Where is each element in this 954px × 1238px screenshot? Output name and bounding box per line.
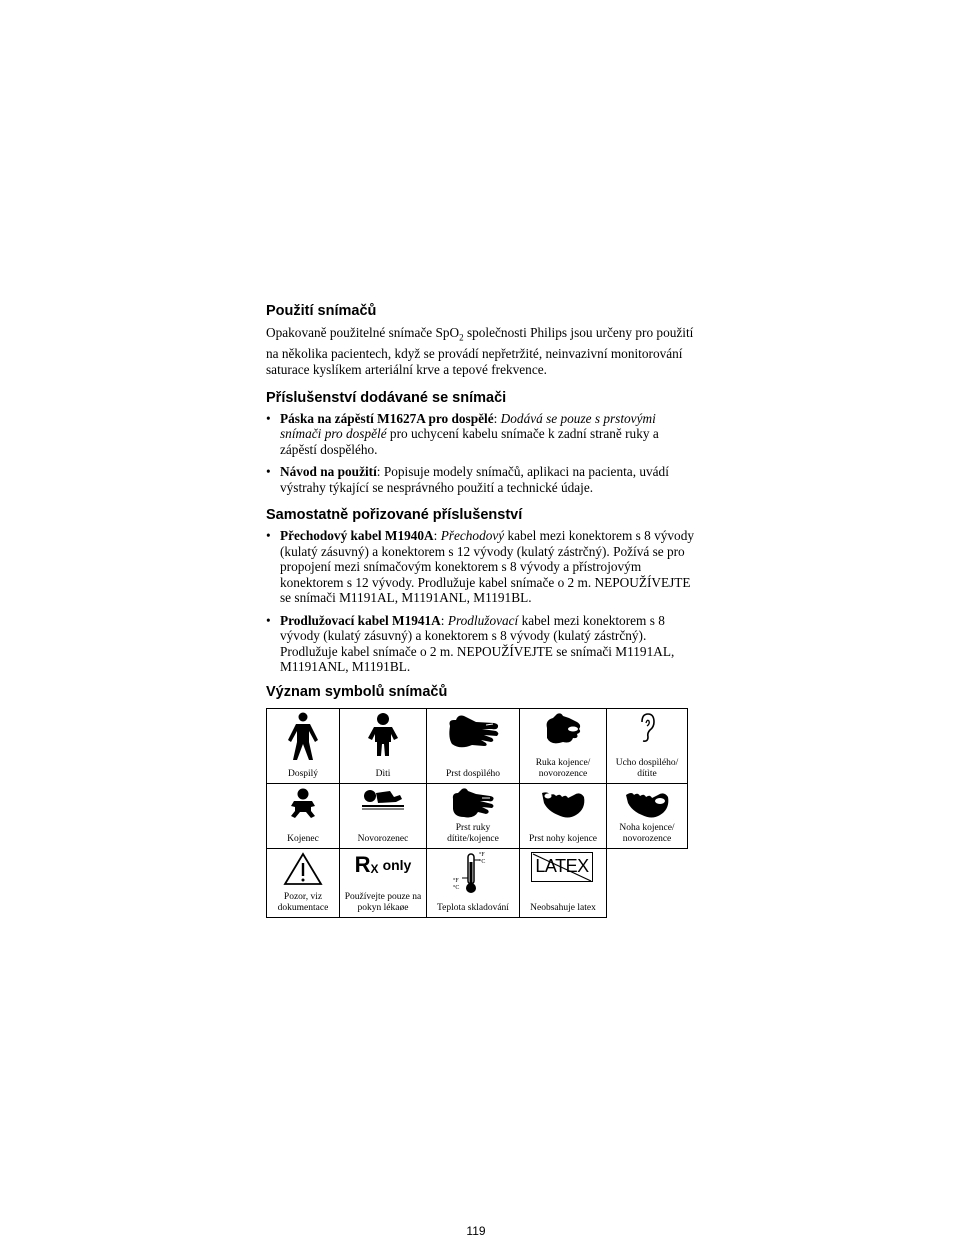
adult-hand-icon	[446, 712, 500, 752]
section-title-optional-accessories: Samostatně pořizované příslušenství	[266, 507, 523, 524]
section-title-included-accessories: Příslušenství dodávané se snímači	[266, 389, 507, 406]
symbol-cell-infant-toe: Prst nohy kojence	[520, 783, 607, 848]
symbol-cell-infant: Kojenec	[267, 783, 340, 848]
infant-icon	[289, 787, 317, 819]
manual-page	[266, 302, 696, 1238]
neonate-icon	[360, 787, 406, 811]
symbol-cell-infant-hand: Ruka kojence/ novorozence	[520, 708, 607, 783]
list-item: • Přechodový kabel M1940A: Přechodový kabel mezi konektorem s 8 vývody (kulatý zásuvný) a konektorem s 12 vývody (kulatý zástrčný). Požívá se pro propojení mezi snímačovým konektorem s 8 vývody a přístrojovým konektorem s 12 vývody. Prodlužuje kabel snímače o 2 m. NEPOUŽÍVEJTE se snímači M1191AL, M1191ANL, M1191BL.	[266, 528, 694, 606]
symbol-cell-caution: Pozor, viz dokumentace	[267, 848, 340, 917]
symbol-cell-rx: R X only Používejte pouze na pokyn lékaøe	[340, 848, 427, 917]
child-hand-icon	[450, 787, 496, 821]
optional-accessories-list	[266, 528, 696, 675]
no-latex-icon: LATEX	[531, 852, 595, 884]
adult-figure-icon	[285, 712, 321, 762]
thermometer-icon: °F °C °F °C	[453, 851, 486, 891]
sensor-use-paragraph: Opakovaně použitelné snímače SpO$_2$ společnosti Philips jsou určeny pro použití na několika pacientech, když se provádí nepřetržité, neinvazivní monitorování saturace kyslíkem arteriální krve a tepové frekvence.	[266, 325, 694, 377]
symbol-cell-child-finger: Prst ruky dítìte/kojence	[427, 783, 520, 848]
symbol-cell-neonate: Novorozenec	[340, 783, 427, 848]
list-item: • Návod na použití: Popisuje modely snímačů, aplikaci na pacienta, uvádí výstrahy týkající se nesprávného použití a technické údaje.	[266, 464, 669, 495]
rx-only-icon: R X only	[354, 851, 412, 877]
list-item: • Prodlužovací kabel M1941A: Prodlužovací kabel mezi konektorem s 8 vývody (kulatý zásuvný) a konektorem s 8 vývody (kulatý zástrčný). Prodlužuje kabel snímače o 2 m. NEPOUŽÍVEJTE se snímači M1191AL, M1191ANL, M1191BL.	[266, 612, 675, 675]
symbol-cell-adult: Dospilý	[267, 708, 340, 783]
ear-icon	[636, 712, 658, 744]
symbol-cell-temperature: °F °C °F °C Teplota skladování	[427, 848, 520, 917]
section-title-symbols: Význam symbolů snímačů	[266, 683, 448, 700]
included-accessories-list	[266, 411, 696, 496]
symbol-cell-infant-foot: Noha kojence/ novorozence	[607, 783, 688, 848]
empty-cell	[607, 848, 688, 917]
symbols-table	[266, 708, 688, 918]
page-number: 119	[466, 1224, 486, 1238]
symbol-cell-child: Dìti	[340, 708, 427, 783]
child-figure-icon	[366, 712, 400, 758]
section-title-sensor-use: Použití snímačů	[266, 303, 377, 319]
list-item: • Páska na zápěstí M1627A pro dospělé: Dodává se pouze s prstovými snímači pro dospělé pro uchycení kabelu snímače k zadní straně ruky a zápěstí dospělého.	[266, 410, 659, 457]
symbol-cell-adult-finger: Prst dospìlého	[427, 708, 520, 783]
infant-foot-icon	[624, 787, 670, 821]
caution-triangle-icon	[283, 852, 323, 886]
infant-toe-icon	[540, 787, 586, 821]
symbol-cell-latex: LATEX Neobsahuje latex	[520, 848, 607, 917]
infant-hand-icon	[543, 712, 583, 748]
symbol-cell-ear: Ucho dospìlého/ dítìte	[607, 708, 688, 783]
